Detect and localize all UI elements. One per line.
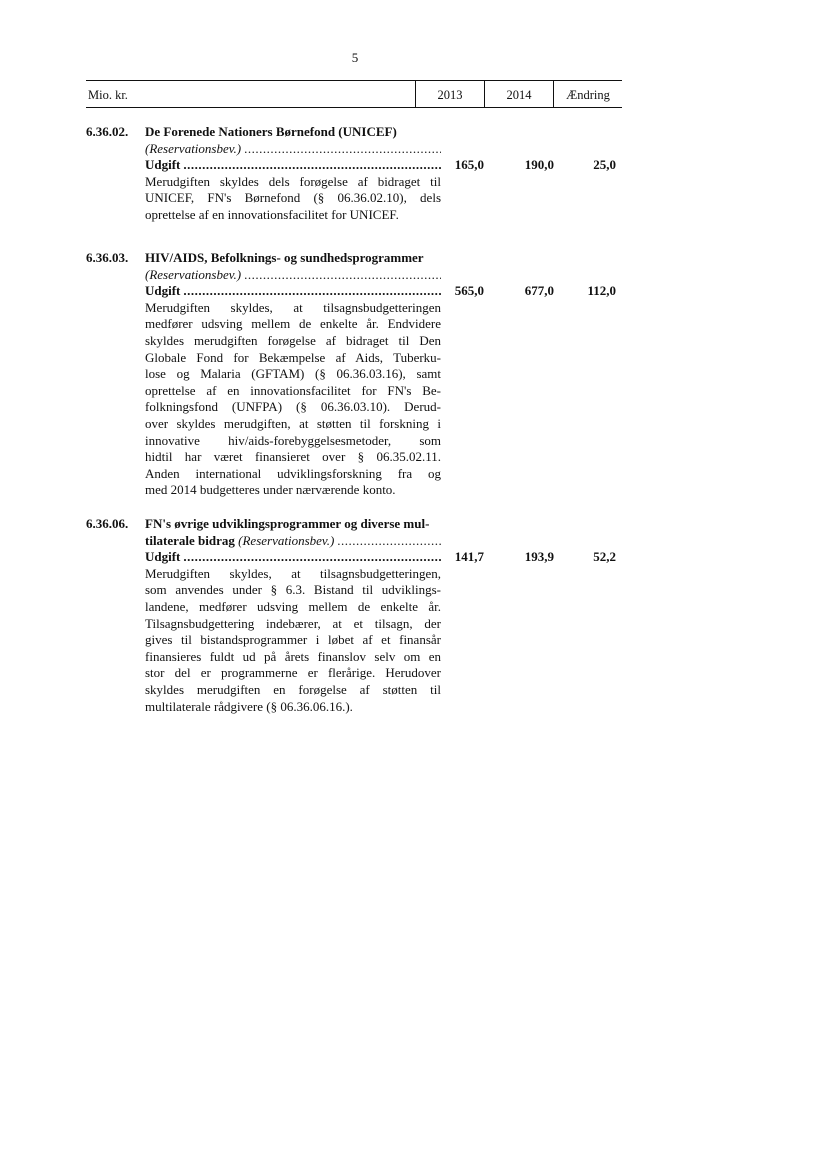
udgift-line xyxy=(145,549,441,566)
udgift-line xyxy=(145,157,441,174)
value-change: 25,0 xyxy=(593,157,616,172)
value-2014: 193,9 xyxy=(524,549,554,564)
description-line: medfører udsving mellem de enkelte år. Endvidere xyxy=(145,316,441,332)
description-line: Globale Fond for Bekæmpelse af Aids, Tuberku- xyxy=(145,349,441,365)
reservation-label: (Reservationsbev.) xyxy=(238,532,335,548)
value-2014: 677,0 xyxy=(524,283,554,298)
entry-title-continued: tilaterale bidrag xyxy=(145,532,235,548)
page-number: 5 xyxy=(351,50,359,65)
entry-title: FN's øvrige udviklingsprogrammer og diverse mul- xyxy=(145,516,430,531)
description-line: Tilsagnsbudgettering indebærer, at et tilsagn, der xyxy=(145,615,441,631)
title-reservation-line xyxy=(145,533,441,550)
udgift-label: Udgift xyxy=(145,157,181,173)
column-2013: 2013 xyxy=(437,88,463,102)
reservation-line xyxy=(145,141,441,158)
entry-body xyxy=(145,250,441,499)
value-2014: 190,0 xyxy=(524,157,554,172)
description-line: over skyldes merudgiften, at støtten til forskning i xyxy=(145,415,441,431)
udgift-label: Udgift xyxy=(145,549,181,565)
description-line: med 2014 budgetteres under nærværende konto. xyxy=(145,482,396,498)
entry-title: De Forenede Nationers Børnefond (UNICEF) xyxy=(145,124,397,139)
description-line: hidtil har været finansieret over § 06.35.02.11. xyxy=(145,449,441,465)
entry-description xyxy=(145,174,441,224)
value-change: 112,0 xyxy=(587,283,616,298)
value-2013: 565,0 xyxy=(454,283,484,298)
reservation-label: (Reservationsbev.) xyxy=(145,140,242,156)
entry-title: HIV/AIDS, Befolknings- og sundhedsprogrammer xyxy=(145,250,424,265)
entry-description xyxy=(145,566,441,715)
description-line: Merudgiften skyldes, at tilsagnsbudgetteringen, xyxy=(145,565,441,581)
description-line: oprettelse af en innovationsfacilitet for FN's Be- xyxy=(145,382,441,398)
udgift-line xyxy=(145,283,441,300)
description-line: gives til bistandsprogrammer i løbet af et finansår xyxy=(145,632,441,648)
description-line: som anvendes under § 6.3. Bistand til udviklings- xyxy=(145,582,441,598)
description-line: multilaterale rådgivere (§ 06.36.06.16.). xyxy=(145,698,353,714)
column-change: Ændring xyxy=(566,88,610,102)
description-line: folkningsfond (UNFPA) (§ 06.36.03.10). Derud- xyxy=(145,399,441,415)
column-2014: 2014 xyxy=(506,88,532,102)
value-2013: 141,7 xyxy=(454,549,484,564)
account-code: 6.36.03. xyxy=(86,250,129,265)
table-header xyxy=(86,80,622,108)
description-line: UNICEF, FN's Børnefond (§ 06.36.02.10), dels xyxy=(145,190,441,206)
description-line: skyldes merudgiften forøgelse af bidraget til Den xyxy=(145,332,441,348)
description-line: landene, medfører udsving mellem de enkelte år. xyxy=(145,598,441,614)
account-code: 6.36.02. xyxy=(86,124,129,139)
description-line: innovative hiv/aids-forebyggelsesmetoder, som xyxy=(145,432,441,448)
unit-label: Mio. kr. xyxy=(88,88,128,102)
account-code: 6.36.06. xyxy=(86,516,129,531)
udgift-label: Udgift xyxy=(145,283,181,299)
description-line: finansieres fuldt ud på årets finanslov selv om en xyxy=(145,648,441,664)
value-2013: 165,0 xyxy=(454,157,484,172)
description-line: skyldes merudgiften en forøgelse af støtten til xyxy=(145,681,441,697)
description-line: Anden international udviklingsforskning fra og xyxy=(145,465,441,481)
description-line: lose og Malaria (GFTAM) (§ 06.36.03.16), samt xyxy=(145,366,441,382)
description-line: Merudgiften skyldes, at tilsagnsbudgetteringen xyxy=(145,299,441,315)
description-line: Merudgiften skyldes dels forøgelse af bidraget til xyxy=(145,173,441,189)
value-change: 52,2 xyxy=(593,549,616,564)
entry-body xyxy=(145,124,441,224)
reservation-label: (Reservationsbev.) xyxy=(145,266,242,282)
reservation-line xyxy=(145,267,441,284)
entry-description xyxy=(145,300,441,499)
description-line: stor del er programmerne er flerårige. Herudover xyxy=(145,665,441,681)
entry-body xyxy=(145,516,441,715)
description-line: oprettelse af en innovationsfacilitet for UNICEF. xyxy=(145,206,399,222)
